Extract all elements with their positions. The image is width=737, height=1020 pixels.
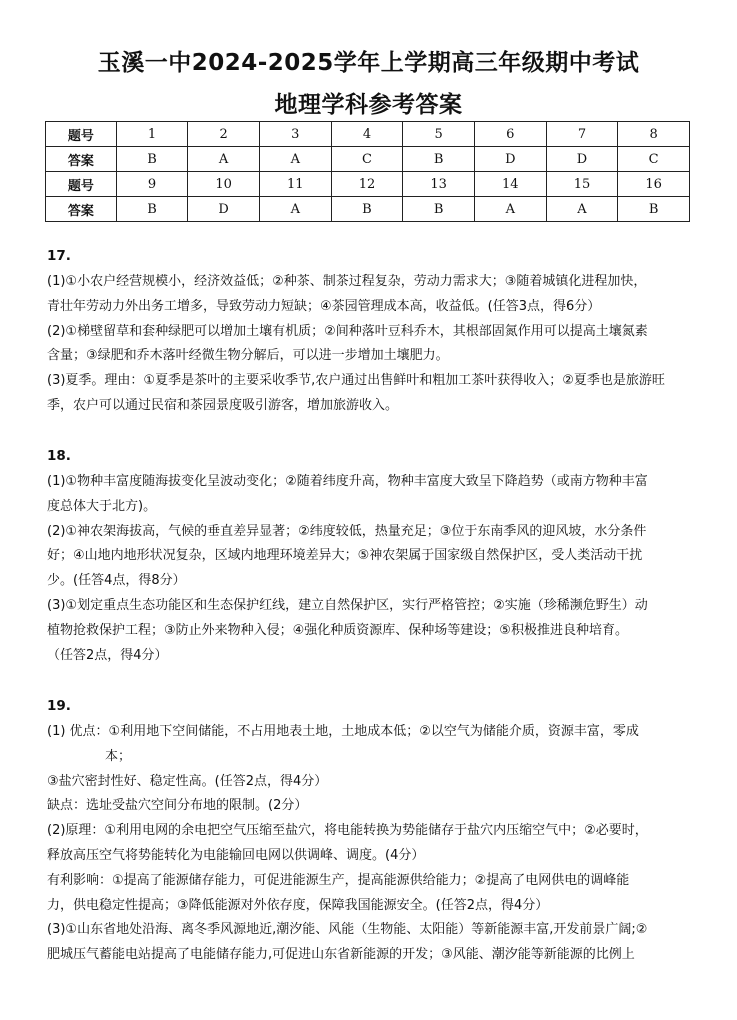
row-label: 题号 (46, 172, 117, 197)
table-cell: 12 (331, 172, 403, 197)
answer-line: 本； (105, 748, 132, 764)
table-cell: 1 (116, 122, 188, 147)
table-cell: D (546, 147, 618, 172)
answer-line: 释放高压空气将势能转化为电能输回电网以供调峰、调度。(4分） (47, 847, 425, 863)
answer-line: 植物抢救保护工程；③防止外来物种入侵；④强化种质资源库、保种场等建设；⑤积极推进良种培育。 (47, 622, 628, 638)
table-cell: 11 (259, 172, 331, 197)
table-cell: A (474, 197, 546, 222)
table-cell: C (618, 147, 690, 172)
table-row (46, 122, 690, 147)
question-17-number: 17. (47, 248, 71, 264)
table-cell: 14 (474, 172, 546, 197)
row-label: 答案 (46, 197, 117, 222)
table-cell: B (618, 197, 690, 222)
table-row (46, 172, 690, 197)
table-cell: B (403, 197, 475, 222)
table-cell: 7 (546, 122, 618, 147)
answer-line: 度总体大于北方)。 (47, 498, 157, 514)
document-title: 玉溪一中2024-2025学年上学期高三年级期中考试 (97, 50, 640, 76)
table-cell: B (116, 147, 188, 172)
answer-key-table (45, 121, 690, 222)
table-cell: 2 (188, 122, 260, 147)
answer-line: 缺点：选址受盐穴空间分布地的限制。(2分） (47, 798, 308, 814)
table-cell: 5 (403, 122, 475, 147)
table-cell: 16 (618, 172, 690, 197)
question-19-answer (47, 720, 692, 968)
answer-line: 季，农户可以通过民宿和茶园景度吸引游客，增加旅游收入。 (47, 397, 399, 413)
answer-line: 青壮年劳动力外出务工增多，导致劳动力短缺；④茶园管理成本高，收益低。(任答3点，得6分） (47, 298, 601, 314)
answer-line: ③盐穴密封性好、稳定性高。(任答2点，得4分） (47, 773, 328, 789)
question-18-number: 18. (47, 448, 71, 464)
table-cell: A (188, 147, 260, 172)
answer-line: 有利影响：①提高了能源储存能力，可促进能源生产，提高能源供给能力；②提高了电网供电的调峰能 (47, 872, 630, 888)
answer-line: (1)①物种丰富度随海拔变化呈波动变化；②随着纬度升高，物种丰富度大致呈下降趋势（或南方物种丰富 (47, 474, 648, 489)
table-row (46, 197, 690, 222)
answer-line: (2)①梯壁留草和套种绿肥可以增加土壤有机质；②间种落叶豆科乔木，其根部固氮作用可以提高土壤氮素 (47, 323, 648, 339)
answer-line: (3)①划定重点生态功能区和生态保护红线，建立自然保护区，实行严格管控；②实施（珍稀濒危野生）动 (47, 597, 648, 613)
table-cell: 13 (403, 172, 475, 197)
answer-line: (3)①山东省地处沿海、离冬季风源地近,潮汐能、风能（生物能、太阳能）等新能源丰富,开发前景广阔;② (47, 922, 648, 938)
table-cell: 8 (618, 122, 690, 147)
table-cell: A (259, 197, 331, 222)
answer-line: (1)①小农户经营规模小，经济效益低；②种茶、制茶过程复杂，劳动力需求大；③随着城镇化进程加快， (47, 274, 647, 289)
answer-line: 肥城压气蓄能电站提高了电能储存能力,可促进山东省新能源的开发；③风能、潮汐能等新能源的比例上 (47, 947, 635, 963)
table-cell: A (259, 147, 331, 172)
answer-line: （任答2点，得4分） (47, 647, 168, 663)
question-19-number: 19. (47, 698, 71, 714)
answer-line: 好；④山地内地形状况复杂，区域内地理环境差异大；⑤神农架属于国家级自然保护区，受人类活动干扰 (47, 548, 643, 564)
question-17-answer (47, 270, 692, 419)
table-cell: D (188, 197, 260, 222)
table-cell: D (474, 147, 546, 172)
table-cell: C (331, 147, 403, 172)
table-row (46, 147, 690, 172)
answer-line: (2)原理：①利用电网的余电把空气压缩至盐穴，将电能转换为势能储存于盐穴内压缩空气中；②必要时， (47, 823, 648, 839)
table-cell: B (331, 197, 403, 222)
table-cell: B (116, 197, 188, 222)
table-cell: 10 (188, 172, 260, 197)
table-cell: 9 (116, 172, 188, 197)
answer-line: (3)夏季。理由：①夏季是茶叶的主要采收季节,农户通过出售鲜叶和粗加工茶叶获得收入；②夏季也是旅游旺 (47, 373, 665, 389)
document-subtitle: 地理学科参考答案 (274, 92, 463, 118)
table-cell: A (546, 197, 618, 222)
row-label: 答案 (46, 147, 117, 172)
table-cell: 6 (474, 122, 546, 147)
answer-line: (2)①神农架海拔高，气候的垂直差异显著；②纬度较低，热量充足；③位于东南季风的迎风坡，水分条件 (47, 523, 647, 539)
answer-line: 含量；③绿肥和乔木落叶经微生物分解后，可以进一步增加土壤肥力。 (47, 348, 449, 364)
answer-line: 少。(任答4点，得8分） (47, 573, 186, 589)
table-cell: B (403, 147, 475, 172)
answer-line: (1) 优点：①利用地下空间储能，不占用地表土地，土地成本低；②以空气为储能介质，资源丰富，零成 (47, 724, 639, 739)
row-label: 题号 (46, 122, 117, 147)
answer-line: 力，供电稳定性提高；③降低能源对外依存度，保障我国能源安全。(任答2点，得4分） (47, 897, 549, 913)
question-18-answer (47, 470, 692, 668)
table-cell: 3 (259, 122, 331, 147)
table-cell: 4 (331, 122, 403, 147)
table-cell: 15 (546, 172, 618, 197)
